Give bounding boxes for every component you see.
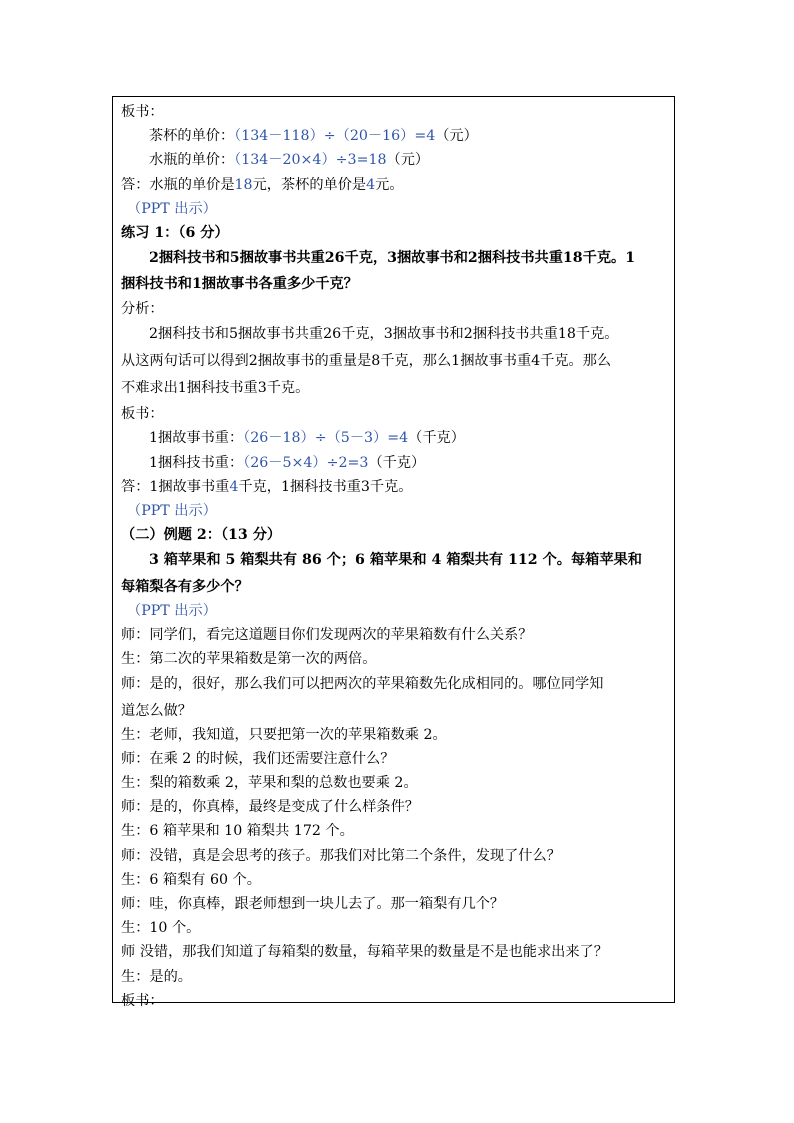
dialogue-line: 生：第二次的苹果箱数是第一次的两倍。 xyxy=(121,651,377,668)
board-label: 板书： xyxy=(121,406,164,423)
example-problem-line: 3 箱苹果和 5 箱梨共有 86 个；6 箱苹果和 4 箱梨共有 112 个。每箱苹果和 xyxy=(149,552,642,569)
cup-price-formula: （134－118）÷（20－16）=4 xyxy=(234,128,436,145)
dialogue-line: 道怎么做？ xyxy=(121,702,192,719)
example-problem-line: 每箱梨各有多少个？ xyxy=(121,578,249,595)
answer-value: 18 xyxy=(234,176,253,193)
sci-weight-formula: （26－5×4）÷2=3 xyxy=(243,454,369,471)
dialogue-line: 生：梨的箱数乘 2，苹果和梨的总数也要乘 2。 xyxy=(121,775,418,792)
answer-value: 4 xyxy=(366,176,376,193)
dialogue-line: 师：是的，你真棒，最终是变成了什么样条件？ xyxy=(121,799,419,816)
lesson-content xyxy=(113,97,674,1013)
cup-price-unit: （元） xyxy=(435,128,478,145)
answer-text: 元。 xyxy=(375,176,404,193)
answer-text: 答：1捆故事书重 xyxy=(121,478,230,495)
bottle-price-formula: （134－20×4）÷3=18 xyxy=(234,152,387,169)
dialogue-line: 师：哇，你真棒，跟老师想到一块儿去了。那一箱梨有几个？ xyxy=(121,896,505,912)
analysis-line: 从这两句话可以得到2捆故事书的重量是8千克，那么1捆故事书重4千克。那么 xyxy=(121,352,612,369)
dialogue-line: 生：6 箱苹果和 10 箱梨共 172 个。 xyxy=(121,823,354,840)
analysis-line: 2捆科技书和5捆故事书共重26千克，3捆故事书和2捆科技书共重18千克。 xyxy=(149,325,619,342)
cup-price-label: 茶杯的单价： xyxy=(149,128,235,145)
analysis-label: 分析： xyxy=(121,300,164,317)
answer-line-2 xyxy=(121,475,674,499)
sci-weight-unit: （千克） xyxy=(368,454,426,471)
sci-weight-label: 1捆科技书重： xyxy=(149,454,244,471)
ppt-note: （PPT 出示） xyxy=(127,503,217,519)
story-weight-unit: （千克） xyxy=(408,430,465,447)
story-weight-formula: （26－18）÷（5－3）=4 xyxy=(243,430,409,447)
answer-line-1 xyxy=(121,173,674,197)
ppt-note: （PPT 出示） xyxy=(127,200,217,217)
bottle-price-line xyxy=(121,148,674,172)
story-weight-line xyxy=(121,426,674,450)
dialogue-line: 师：同学们，看完这道题目你们发现两次的苹果箱数有什么关系？ xyxy=(121,626,533,643)
answer-value: 4 xyxy=(229,478,239,495)
dialogue-line: 生：是的。 xyxy=(121,968,192,985)
answer-text: 元，茶杯的单价是 xyxy=(252,176,367,193)
dialogue-line: 师 没错，那我们知道了每箱梨的数量，每箱苹果的数量是不是也能求出来了？ xyxy=(121,944,608,961)
dialogue-line: 生：老师，我知道，只要把第一次的苹果箱数乘 2。 xyxy=(121,726,447,743)
exercise-problem-line: 捆科技书和1捆故事书各重多少千克？ xyxy=(121,276,358,293)
lesson-table-cell xyxy=(112,96,675,1009)
dialogue-line: 生：10 个。 xyxy=(121,920,201,937)
board-label: 板书： xyxy=(121,104,164,120)
bottle-price-label: 水瓶的单价： xyxy=(149,152,235,169)
story-weight-label: 1捆故事书重： xyxy=(149,430,244,447)
sci-weight-line xyxy=(121,451,674,475)
answer-text: 答：水瓶的单价是 xyxy=(121,176,235,193)
ppt-note: （PPT 出示） xyxy=(127,602,217,619)
example-title: （二）例题 2：（13 分） xyxy=(121,527,282,544)
cup-price-line xyxy=(121,124,674,148)
exercise-problem-line: 2捆科技书和5捆故事书共重26千克，3捆故事书和2捆科技书共重18千克。1 xyxy=(149,250,636,267)
bottle-price-unit: （元） xyxy=(386,152,430,169)
board-label: 板书： xyxy=(121,992,164,1009)
answer-text: 千克，1捆科技书重3千克。 xyxy=(238,478,413,495)
exercise-title: 练习 1：（6 分） xyxy=(121,224,229,241)
dialogue-line: 生：6 箱梨有 60 个。 xyxy=(121,871,261,888)
dialogue-line: 师：是的，很好，那么我们可以把两次的苹果箱数先化成相同的。哪位同学知 xyxy=(121,676,604,693)
dialogue-line: 师：没错，真是会思考的孩子。那我们对比第二个条件，发现了什么？ xyxy=(121,847,561,864)
dialogue-line: 师：在乘 2 的时候，我们还需要注意什么？ xyxy=(121,750,395,767)
analysis-line: 不难求出1捆科技书重3千克。 xyxy=(121,380,310,397)
